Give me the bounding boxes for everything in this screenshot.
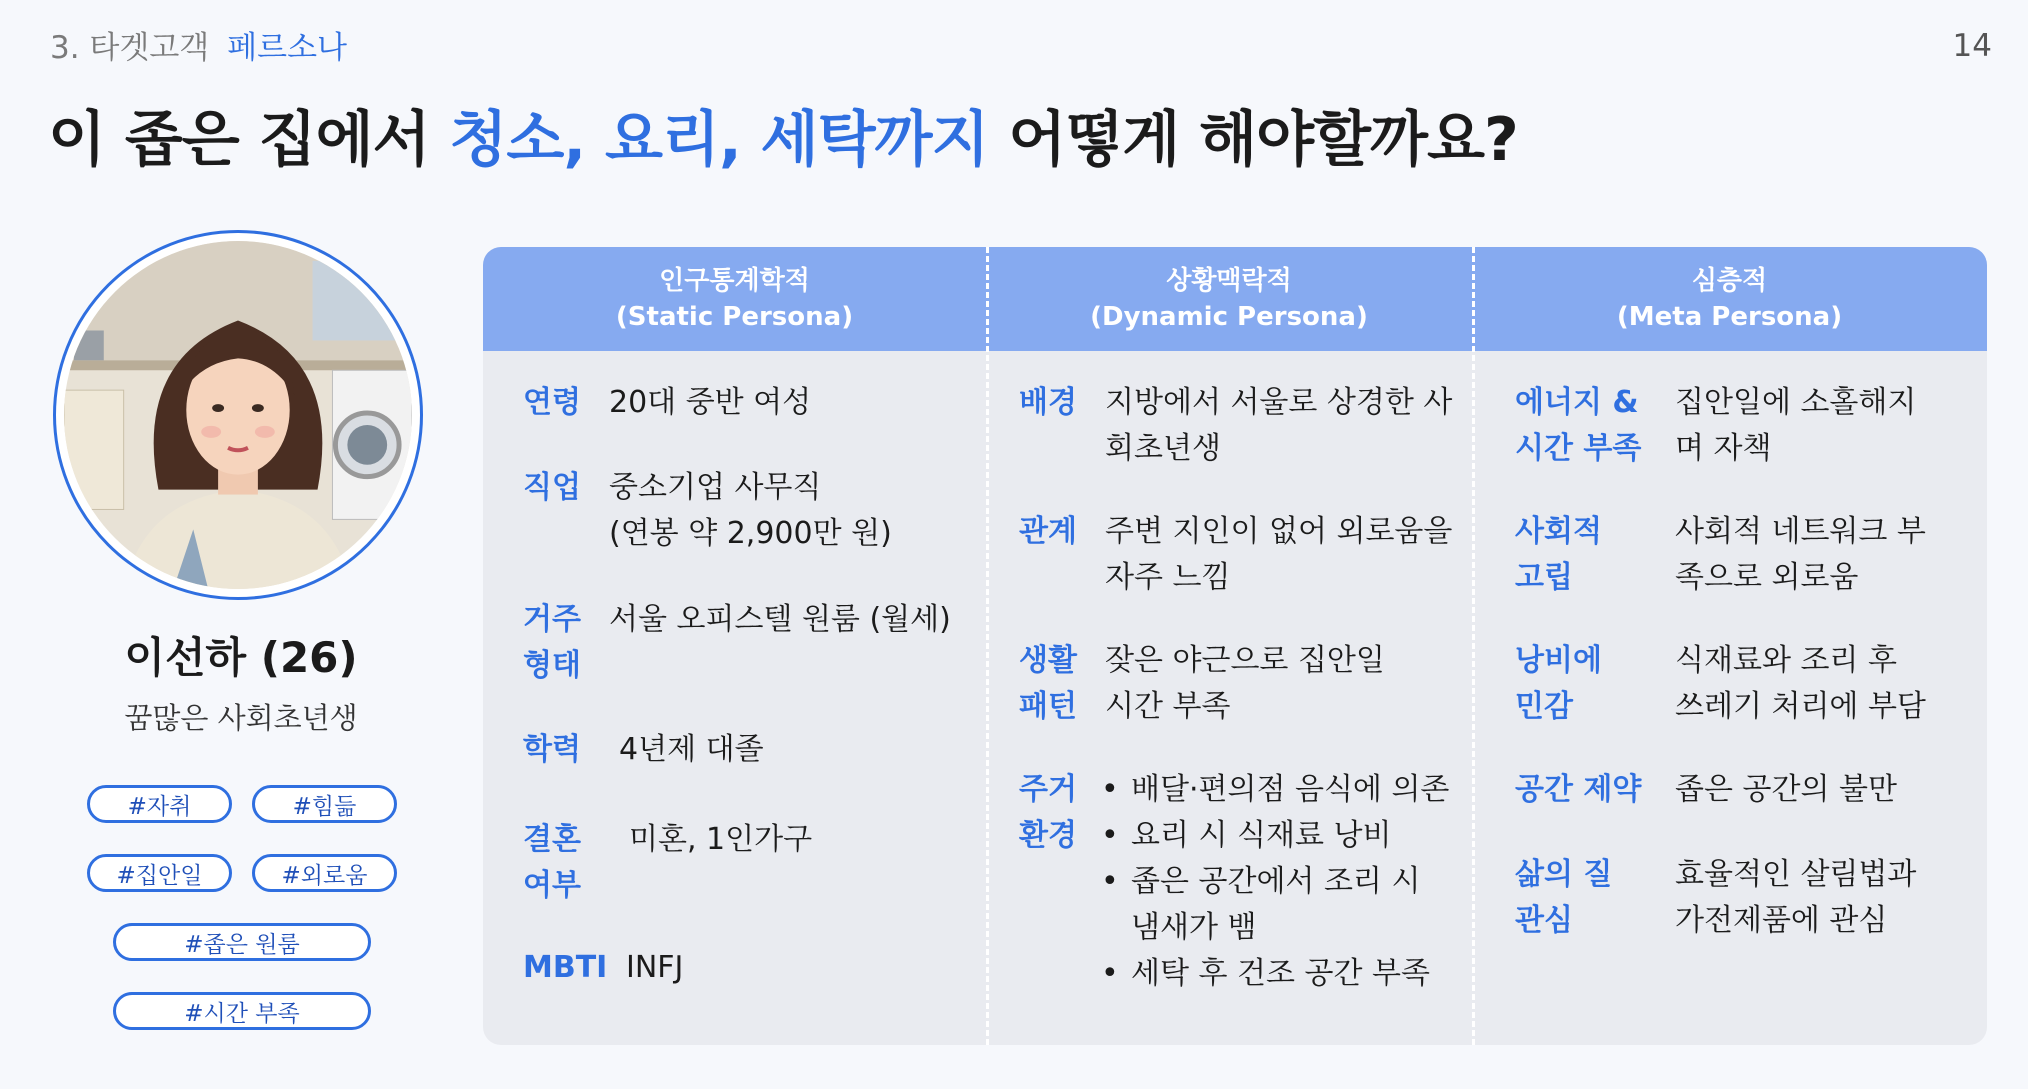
title-post: 어떻게 해야할까요?	[988, 105, 1518, 175]
static-label-age: 연령	[523, 385, 581, 420]
page-number: 14	[1952, 28, 1992, 64]
column-header-static	[483, 247, 986, 351]
dynamic-label-lifestyle: 생활 패턴	[1019, 643, 1077, 724]
tag-chip: #집안일	[87, 854, 232, 892]
tag-chip: #힘듦	[252, 785, 397, 823]
static-value-housing: 서울 오피스텔 원룸 (월세)	[609, 602, 951, 637]
meta-value-energy: 집안일에 소홀해지 며 자책	[1675, 385, 1917, 466]
column-divider	[1472, 247, 1475, 1045]
avatar	[53, 230, 423, 600]
dynamic-label-environment: 주거 환경	[1019, 772, 1077, 853]
meta-label-energy: 에너지 & 시간 부족	[1515, 385, 1642, 466]
column-title: 상황맥락적	[1166, 266, 1292, 296]
tag-chip: #시간 부족	[113, 992, 371, 1030]
column-header-dynamic	[986, 247, 1472, 351]
dynamic-label-relationship: 관계	[1019, 514, 1077, 549]
title-pre: 이 좁은 집에서	[48, 105, 450, 175]
breadcrumb-section: 3. 타겟고객	[50, 30, 210, 66]
static-value-education: 4년제 대졸	[619, 732, 764, 767]
persona-photo	[64, 241, 412, 589]
column-subtitle: (Static Persona)	[615, 302, 854, 332]
breadcrumb	[50, 22, 347, 67]
list-item: • 좁은 공간에서 조리 시 냄새가 뱀	[1101, 859, 1456, 951]
static-label-housing: 거주 형태	[523, 602, 581, 683]
static-value-marriage: 미혼, 1인가구	[629, 822, 813, 857]
meta-label-waste: 낭비에 민감	[1515, 643, 1602, 724]
meta-label-quality: 삶의 질 관심	[1515, 857, 1613, 938]
meta-value-space: 좁은 공간의 불만	[1675, 772, 1897, 807]
column-title: 심층적	[1691, 266, 1768, 296]
column-subtitle: (Meta Persona)	[1616, 302, 1843, 332]
list-item: • 배달·편의점 음식에 의존	[1101, 767, 1456, 813]
persona-table	[483, 247, 1987, 1045]
column-title: 인구통계학적	[659, 266, 810, 296]
static-label-marriage: 결혼 여부	[523, 822, 581, 903]
dynamic-value-lifestyle: 잦은 야근으로 집안일 시간 부족	[1105, 643, 1385, 724]
meta-value-waste: 식재료와 조리 후 쓰레기 처리에 부담	[1675, 643, 1926, 724]
static-value-job: 중소기업 사무직 (연봉 약 2,900만 원)	[609, 470, 892, 551]
dynamic-value-environment	[1101, 767, 1456, 997]
title-highlight: 청소, 요리, 세탁까지	[449, 105, 989, 175]
list-item: • 요리 시 식재료 낭비	[1101, 813, 1456, 859]
meta-label-isolation: 사회적 고립	[1515, 514, 1602, 595]
tag-chip: #자취	[87, 785, 232, 823]
column-divider	[986, 247, 989, 1045]
tag-chip: #외로움	[252, 854, 397, 892]
static-value-mbti: INFJ	[626, 950, 684, 985]
static-label-education: 학력	[523, 732, 581, 767]
persona-subtitle: 꿈많은 사회초년생	[124, 701, 358, 735]
breadcrumb-current: 페르소나	[227, 30, 348, 66]
meta-value-isolation: 사회적 네트워크 부 족으로 외로움	[1675, 514, 1926, 595]
tag-chip: #좁은 원룸	[113, 923, 371, 961]
dynamic-label-background: 배경	[1019, 385, 1077, 420]
meta-label-space: 공간 제약	[1515, 772, 1642, 807]
dynamic-value-background: 지방에서 서울로 상경한 사 회초년생	[1105, 385, 1453, 466]
dynamic-value-relationship: 주변 지인이 없어 외로움을 자주 느낌	[1105, 514, 1453, 595]
static-label-job: 직업	[523, 470, 581, 505]
static-label-mbti: MBTI	[523, 950, 608, 985]
column-header-meta	[1472, 247, 1987, 351]
meta-value-quality: 효율적인 살림법과 가전제품에 관심	[1675, 857, 1917, 938]
static-value-age: 20대 중반 여성	[609, 385, 812, 420]
page-title	[48, 92, 1518, 178]
list-item: • 세탁 후 건조 공간 부족	[1101, 951, 1456, 997]
column-subtitle: (Dynamic Persona)	[1090, 302, 1368, 332]
persona-name: 이선하 (26)	[124, 633, 358, 682]
